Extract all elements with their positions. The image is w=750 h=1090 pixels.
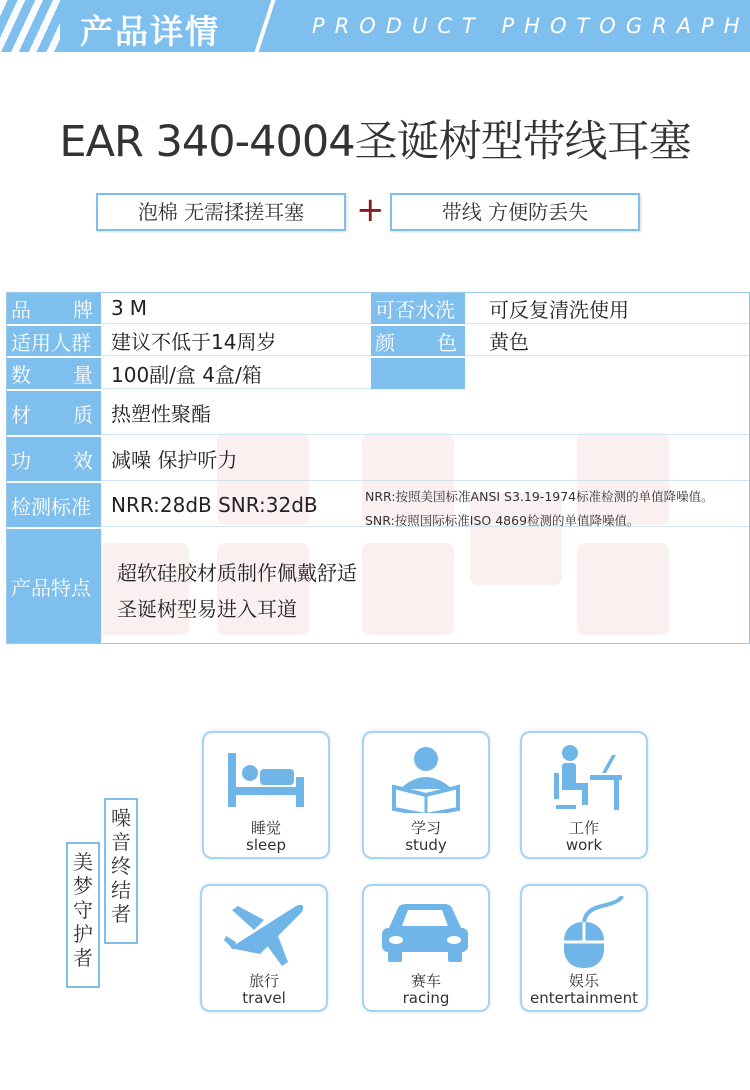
color-label xyxy=(371,326,465,356)
quantity-label-char: 数 xyxy=(11,363,31,387)
nrr-note: NRR:按照美国标准ANSI S3.19-1974标准检测的单值降噪值。 xyxy=(365,489,714,504)
scenario-cn: 睡觉 xyxy=(250,819,281,837)
empty-label-cell xyxy=(371,358,465,389)
standard-label: 检测标准 xyxy=(7,483,101,527)
banner-divider xyxy=(251,0,276,52)
material-value: 热塑性聚酯 xyxy=(101,391,749,435)
material-label xyxy=(7,391,101,435)
scenario-work xyxy=(520,731,648,859)
banner-stripes xyxy=(0,0,60,52)
scenario-cn: 娱乐 xyxy=(568,972,599,990)
users-label: 适用人群 xyxy=(7,326,101,356)
scenario-sleep xyxy=(202,731,330,859)
function-label xyxy=(7,437,101,481)
side-label-text: 美梦守护者 xyxy=(73,850,93,970)
brand-label xyxy=(7,293,101,324)
header-banner xyxy=(0,0,750,52)
material-label-char: 质 xyxy=(73,402,93,427)
standard-value: NRR:28dB SNR:32dB xyxy=(101,483,749,527)
spec-table xyxy=(6,292,750,644)
scenario-cn: 学习 xyxy=(410,819,441,837)
color-value: 黄色 xyxy=(465,326,749,356)
scenario-en: work xyxy=(565,836,603,854)
mouse-icon xyxy=(544,896,624,970)
color-label-char: 色 xyxy=(437,330,457,355)
washable-label: 可否水洗 xyxy=(371,293,465,324)
scenario-cn: 旅行 xyxy=(248,972,279,990)
scenario-en: study xyxy=(405,836,447,854)
washable-value: 可反复清洗使用 xyxy=(465,293,749,324)
quantity-value: 100副/盒 4盒/箱 xyxy=(101,358,371,389)
features-line-2: 圣诞树型易进入耳道 xyxy=(117,597,297,621)
brand-label-char: 牌 xyxy=(73,298,93,322)
scenario-cn: 工作 xyxy=(568,819,599,837)
desk-worker-icon xyxy=(544,743,624,813)
airplane-icon xyxy=(224,896,308,966)
feature-cord-box: 带线 方便防丢失 xyxy=(390,193,640,231)
scenario-en: sleep xyxy=(246,836,286,854)
features-line-1: 超软硅胶材质制作佩戴舒适 xyxy=(117,561,357,585)
scenario-en: travel xyxy=(242,989,286,1007)
scenario-study xyxy=(362,731,490,859)
brand-label-char: 品 xyxy=(11,298,31,322)
scenario-entertainment xyxy=(520,884,648,1012)
section-title: 产品详情 xyxy=(80,12,220,51)
scenario-en: racing xyxy=(402,989,450,1007)
reading-icon xyxy=(386,743,466,813)
section-subtitle: PRODUCT PHOTOGRAPH xyxy=(312,14,750,38)
scenario-cn: 赛车 xyxy=(410,972,441,990)
snr-note: SNR:按照国际标准ISO 4869检测的单值降噪值。 xyxy=(365,513,640,528)
side-label-noise-terminator xyxy=(104,798,138,944)
features-label: 产品特点 xyxy=(7,529,101,643)
color-label-char: 颜 xyxy=(375,330,395,355)
side-label-dream-guardian xyxy=(66,842,100,988)
side-label-text: 噪音终结者 xyxy=(111,806,131,926)
bed-icon xyxy=(226,743,306,813)
feature-foam-box: 泡棉 无需揉搓耳塞 xyxy=(96,193,346,231)
quantity-label-char: 量 xyxy=(73,363,93,387)
plus-sign: + xyxy=(356,190,385,230)
product-title: EAR 340-4004圣诞树型带线耳塞 xyxy=(59,117,691,167)
function-value: 减噪 保护听力 xyxy=(101,437,749,481)
function-label-char: 效 xyxy=(73,448,93,473)
function-label-char: 功 xyxy=(11,448,31,473)
scenario-en: entertainment xyxy=(530,989,638,1007)
material-label-char: 材 xyxy=(11,402,31,427)
quantity-label xyxy=(7,358,101,389)
car-icon xyxy=(380,896,470,966)
users-value: 建议不低于14周岁 xyxy=(101,326,371,356)
scenario-racing xyxy=(362,884,490,1012)
scenario-travel xyxy=(200,884,328,1012)
brand-value: 3M xyxy=(101,293,371,324)
